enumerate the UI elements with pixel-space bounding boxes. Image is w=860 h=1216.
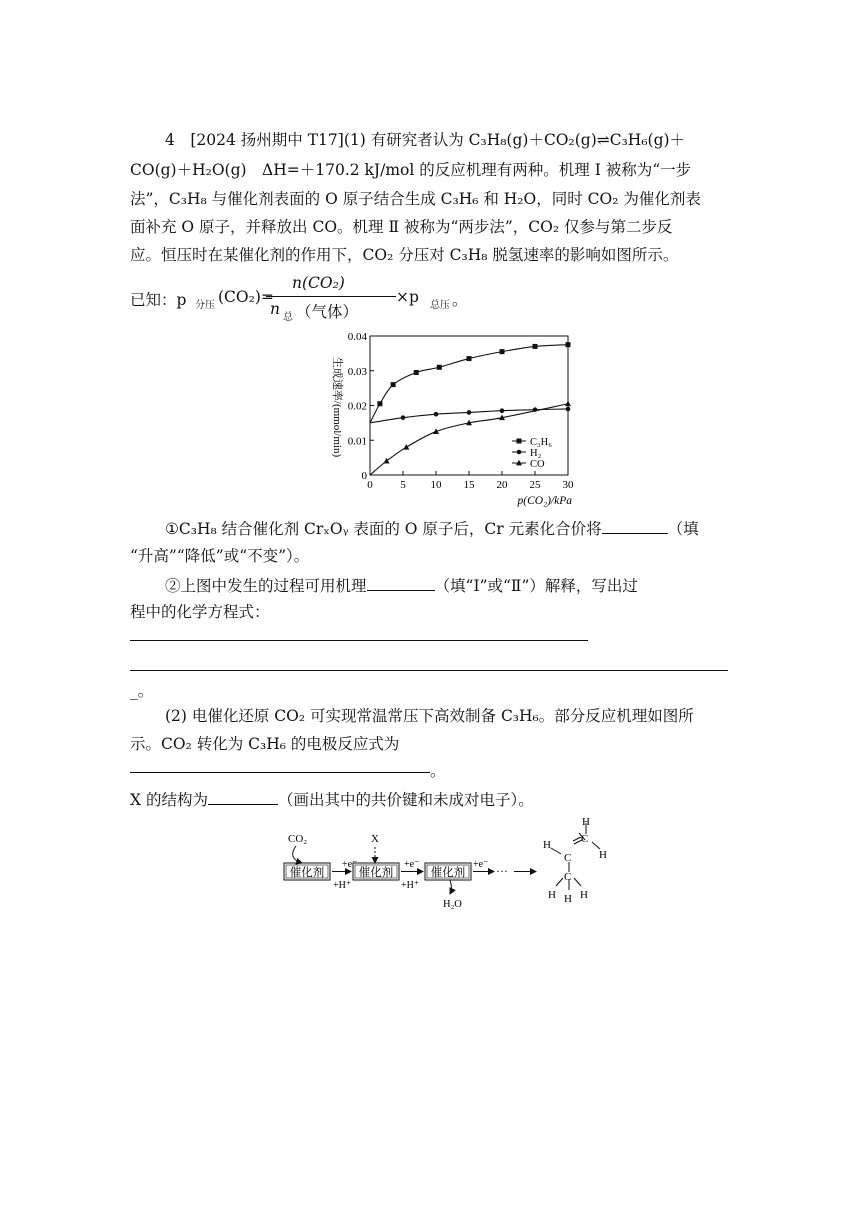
x-tick-label: 0 [367, 479, 373, 491]
y-tick-label: 0.01 [347, 435, 367, 448]
q2-x-line [130, 789, 534, 810]
chart-xlabel: p(CO₂)/kPa [517, 495, 572, 507]
q1-part1-line2: “升高”“降低”或“不变”）。 [130, 547, 310, 565]
atom-c3: C [564, 871, 572, 883]
step-2-electron: +e⁻ [404, 859, 420, 870]
question-line-4: 面补充 O 原子，并释放出 CO。机理 Ⅱ 被称为“两步法”，CO₂ 仅参与第二步反 [130, 218, 673, 236]
data-point-h2 [566, 407, 571, 412]
data-point-c3h6 [437, 365, 442, 370]
x-tick-label: 25 [529, 479, 541, 491]
y-tick-label: 0 [361, 470, 367, 482]
atom-h-left: H [543, 839, 551, 851]
answer-blank-mechanism[interactable] [367, 575, 435, 591]
y-tick-label: 0.03 [347, 365, 367, 378]
q1-part2-line2: 程中的化学方程式： [130, 603, 270, 621]
legend-label-h2: H₂ [530, 448, 542, 459]
data-point-c3h6 [377, 401, 382, 406]
data-point-co [565, 401, 571, 407]
propene-structure [551, 823, 600, 890]
x-tick-label: 10 [430, 479, 442, 491]
formula-den-rest: （气体） [296, 303, 359, 321]
catalyst-box-2 [353, 863, 399, 880]
formula-mid: (CO₂)= [218, 288, 274, 306]
formula-times: ×p [396, 288, 419, 306]
q2-line2: 示。CO₂ 转化为 C₃H₆ 的电极反应式为 [130, 735, 400, 753]
catalyst-label-1: 催化剂 [289, 867, 325, 879]
legend-label-c3h6: C₃H₆ [530, 437, 552, 448]
formula-sub-partial: 分压 [195, 300, 215, 311]
h2o-arrow [450, 880, 452, 894]
x-label: X [371, 833, 379, 845]
catalyst-label-2: 催化剂 [358, 867, 394, 879]
formula-den-sub: 总 [283, 312, 293, 323]
x-tick-label: 30 [562, 479, 574, 491]
formula-numerator: n(CO₂) [292, 274, 345, 292]
chart-ylabel: 生成速率/(mmol/min) [331, 356, 343, 458]
data-point-c3h6 [414, 370, 419, 375]
q1-part1-text: ①C₃H₈ 结合催化剂 CrₓOᵧ 表面的 O 原子后，Cr 元素化合价将 [165, 520, 602, 538]
atom-h-top: H [582, 816, 590, 828]
atom-h-bl: H [548, 889, 556, 901]
atom-h-right: H [599, 849, 607, 861]
step-1-electron: +e⁻ [342, 859, 358, 870]
atom-c2: C [564, 852, 572, 864]
data-point-co [403, 444, 409, 450]
step-3-electron: +e⁻ [473, 859, 489, 870]
data-point-h2 [401, 415, 406, 420]
answer-line-end: _。 [130, 682, 154, 700]
answer-line-electrode[interactable] [130, 772, 430, 773]
x-tick-label: 15 [463, 479, 475, 491]
co2-label: CO₂ [288, 833, 308, 845]
x-tick-label: 20 [496, 479, 508, 491]
q1-part2-text: ②上图中发生的过程可用机理 [165, 577, 367, 595]
q2-x-end: （画出其中的共价键和未成对电子）。 [277, 791, 534, 809]
question-line-2: CO(g)＋H₂O(g) ΔH=＋170.2 kJ/mol 的反应机理有两种。机理 Ⅰ 被称为“一步 [130, 161, 692, 179]
step-1-proton: +H⁺ [333, 880, 352, 891]
data-point-c3h6 [500, 349, 505, 354]
q2-line3-end: 。 [430, 762, 446, 780]
catalyst-box-3 [425, 863, 471, 880]
h2o-label: H₂O [443, 899, 462, 910]
data-point-c3h6 [566, 342, 571, 347]
legend-marker-h2 [517, 450, 522, 455]
data-point-h2 [434, 412, 439, 417]
data-point-h2 [467, 410, 472, 415]
step-2-proton: +H⁺ [401, 880, 420, 891]
co2-arrow [293, 846, 302, 863]
question-line-3: 法”，C₃H₈ 与催化剂表面的 O 原子结合生成 C₃H₆ 和 H₂O，同时 CO₂ 为催化剂表 [130, 190, 701, 208]
data-point-c3h6 [533, 344, 538, 349]
formula-end: 。 [452, 291, 468, 309]
data-point-h2 [500, 408, 505, 413]
q1-part2-line1 [165, 575, 638, 596]
rate-chart [320, 328, 580, 508]
formula-sub-total: 总压 [430, 300, 450, 311]
fraction-bar [266, 296, 396, 297]
formula-den-n: n [270, 300, 280, 318]
answer-line-equation-2[interactable] [130, 670, 728, 671]
data-point-c3h6 [467, 356, 472, 361]
answer-line-equation-1[interactable] [130, 640, 588, 641]
question-line-1: 4 [2024 扬州期中 T17](1) 有研究者认为 C₃H₈(g)＋CO₂(g)⇌C₃H₆(g)＋ [165, 131, 686, 149]
y-tick-label: 0.02 [347, 400, 367, 413]
answer-blank-x-structure[interactable] [208, 789, 278, 805]
data-point-co [384, 458, 390, 464]
ellipsis: ··· [496, 864, 508, 878]
x-tick-label: 5 [400, 479, 406, 491]
atom-c1: C [581, 833, 589, 845]
legend-label-co: CO [530, 459, 545, 470]
answer-blank-valence[interactable] [602, 518, 668, 534]
q2-line1: (2) 电催化还原 CO₂ 可实现常温常压下高效制备 C₃H₆。部分反应机理如图所 [165, 707, 694, 725]
mechanism-diagram [280, 812, 630, 912]
q1-part1-end: （填 [667, 520, 699, 538]
atom-h-bm: H [564, 893, 572, 905]
legend [512, 437, 552, 470]
catalyst-label-3: 催化剂 [430, 867, 466, 879]
q1-part2-end: （填“Ⅰ”或“Ⅱ”）解释，写出过 [434, 577, 638, 595]
y-tick-label: 0.04 [347, 331, 367, 343]
legend-marker-c3h6 [517, 439, 522, 444]
q2-x-text: X 的结构为 [130, 791, 208, 809]
atom-h-br: H [580, 889, 588, 901]
q1-part1-line1 [165, 518, 699, 539]
question-line-5: 应。恒压时在某催化剂的作用下，CO₂ 分压对 C₃H₈ 脱氢速率的影响如图所示。 [130, 246, 679, 264]
formula-prefix: 已知：p [130, 291, 187, 309]
catalyst-box-1 [284, 863, 330, 880]
data-point-c3h6 [391, 382, 396, 387]
